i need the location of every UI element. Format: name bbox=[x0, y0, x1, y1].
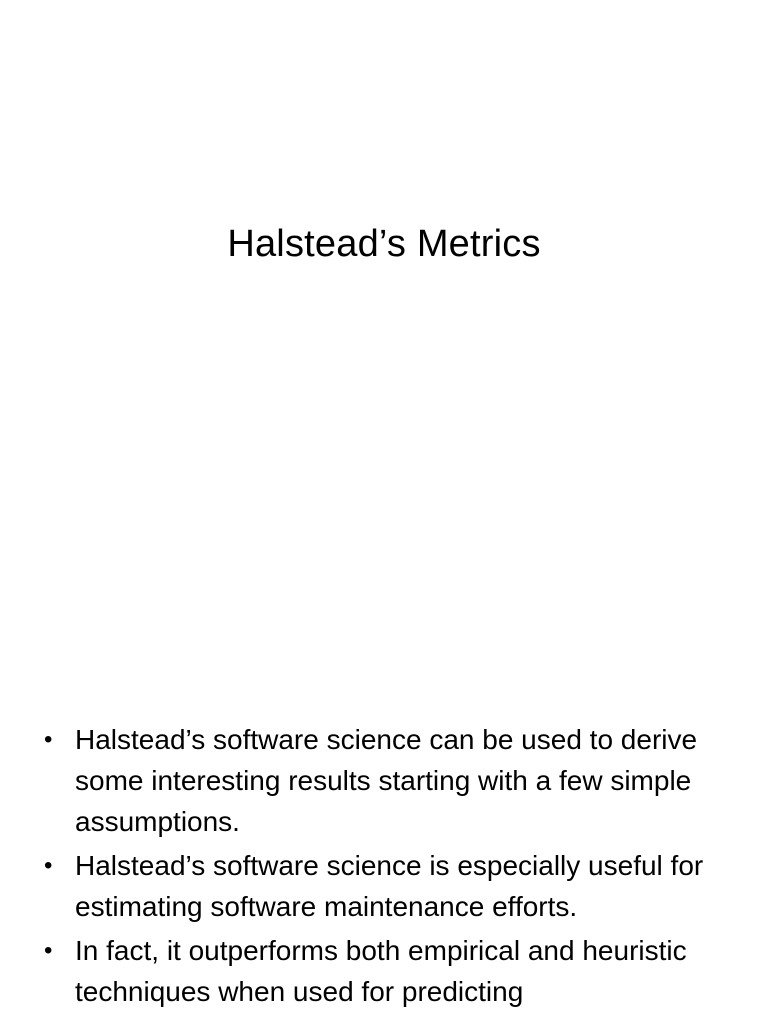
bullet-item bbox=[44, 719, 744, 842]
slide-title: Halstead’s Metrics bbox=[227, 223, 541, 265]
bullet-text: Halstead’s software science is especially useful for estimating software maintenance efforts. bbox=[75, 850, 704, 922]
bullet-list bbox=[44, 719, 744, 1015]
bullet-text: Halstead’s software science can be used to derive some interesting results starting with a few simple assumptions. bbox=[75, 724, 698, 837]
bullet-icon: • bbox=[44, 852, 53, 879]
bullet-text: In fact, it outperforms both empirical and heuristic techniques when used for predicting bbox=[75, 935, 687, 1007]
bullet-item bbox=[44, 930, 744, 1012]
bullet-icon: • bbox=[44, 726, 53, 753]
bullet-icon: • bbox=[44, 937, 53, 964]
bullet-item bbox=[44, 845, 744, 927]
